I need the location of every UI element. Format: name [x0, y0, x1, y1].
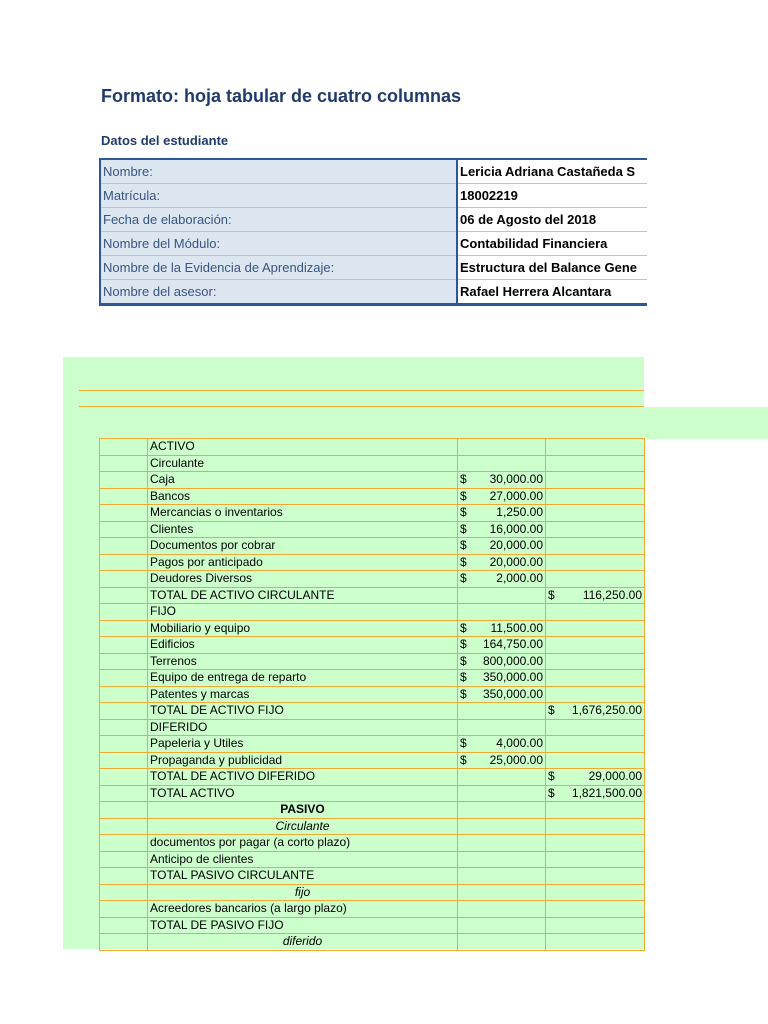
partial-amount-cell[interactable] [458, 670, 546, 687]
balance-row [100, 571, 645, 588]
blank-cell[interactable] [100, 736, 148, 753]
blank-cell[interactable] [100, 934, 148, 951]
blank-cell[interactable] [100, 769, 148, 786]
amount-value: 350,000.00 [482, 670, 543, 685]
total-amount-cell[interactable] [546, 505, 645, 522]
blank-cell[interactable] [100, 472, 148, 489]
partial-amount-cell[interactable] [458, 917, 546, 934]
page-title: Formato: hoja tabular de cuatro columnas [101, 86, 462, 106]
balance-row [100, 785, 645, 802]
partial-amount-cell[interactable] [458, 785, 546, 802]
amount-value: 27,000.00 [489, 488, 543, 503]
balance-sheet-table [99, 438, 645, 951]
blank-cell[interactable] [100, 620, 148, 637]
blank-cell[interactable] [100, 439, 148, 456]
amount-value: 1,676,250.00 [571, 703, 642, 718]
concept-cell[interactable]: Mercancias o inventarios [148, 505, 458, 522]
student-field-value[interactable]: 06 de Agosto del 2018 [457, 208, 647, 232]
balance-row [100, 472, 645, 489]
concept-cell[interactable]: Propaganda y publicidad [148, 752, 458, 769]
divider-line [79, 406, 644, 407]
total-amount-cell[interactable] [546, 604, 645, 621]
balance-row [100, 455, 645, 472]
partial-amount-cell[interactable] [458, 604, 546, 621]
currency-symbol: $ [460, 538, 467, 553]
partial-amount-cell[interactable] [458, 554, 546, 571]
blank-cell[interactable] [100, 538, 148, 555]
currency-symbol: $ [460, 752, 467, 767]
currency-symbol: $ [460, 472, 467, 487]
concept-cell[interactable]: TOTAL DE PASIVO FIJO [148, 917, 458, 934]
concept-cell[interactable]: Circulante [148, 818, 458, 835]
student-field-label: Matrícula: [100, 184, 457, 208]
partial-amount-cell[interactable] [458, 884, 546, 901]
partial-amount-cell[interactable] [458, 472, 546, 489]
balance-row [100, 488, 645, 505]
concept-cell[interactable]: Bancos [148, 488, 458, 505]
concept-cell[interactable]: Documentos por cobrar [148, 538, 458, 555]
blank-cell[interactable] [100, 455, 148, 472]
partial-amount-cell[interactable] [458, 488, 546, 505]
balance-row [100, 917, 645, 934]
balance-row [100, 851, 645, 868]
concept-cell[interactable]: Anticipo de clientes [148, 851, 458, 868]
balance-row [100, 835, 645, 852]
partial-amount-cell[interactable] [458, 686, 546, 703]
balance-background-extension [644, 407, 768, 439]
balance-row [100, 934, 645, 951]
total-amount-cell[interactable] [546, 934, 645, 951]
concept-cell[interactable]: Deudores Diversos [148, 571, 458, 588]
currency-symbol: $ [460, 620, 467, 635]
total-amount-cell[interactable] [546, 637, 645, 654]
blank-cell[interactable] [100, 868, 148, 885]
balance-row [100, 554, 645, 571]
balance-row [100, 719, 645, 736]
currency-symbol: $ [460, 653, 467, 668]
amount-value: 11,500.00 [490, 620, 543, 635]
amount-value: 25,000.00 [489, 752, 543, 767]
concept-cell[interactable]: Equipo de entrega de reparto [148, 670, 458, 687]
balance-row [100, 637, 645, 654]
blank-cell[interactable] [100, 884, 148, 901]
amount-value: 20,000.00 [489, 554, 543, 569]
student-field-label: Nombre del Módulo: [100, 232, 457, 256]
partial-amount-cell[interactable] [458, 736, 546, 753]
blank-cell[interactable] [100, 637, 148, 654]
balance-row [100, 769, 645, 786]
student-field-value[interactable]: Estructura del Balance Gene [457, 256, 647, 280]
partial-amount-cell[interactable] [458, 455, 546, 472]
balance-row [100, 620, 645, 637]
student-field-label: Nombre del asesor: [100, 280, 457, 305]
partial-amount-cell[interactable] [458, 802, 546, 819]
total-amount-cell[interactable] [546, 736, 645, 753]
blank-cell[interactable] [100, 802, 148, 819]
partial-amount-cell[interactable] [458, 637, 546, 654]
blank-cell[interactable] [100, 752, 148, 769]
balance-row [100, 703, 645, 720]
amount-value: 800,000.00 [482, 653, 543, 668]
partial-amount-cell[interactable] [458, 620, 546, 637]
balance-row [100, 802, 645, 819]
concept-cell[interactable]: DIFERIDO [148, 719, 458, 736]
concept-cell[interactable]: TOTAL DE ACTIVO CIRCULANTE [148, 587, 458, 604]
concept-cell[interactable]: TOTAL DE ACTIVO FIJO [148, 703, 458, 720]
total-amount-cell[interactable] [546, 835, 645, 852]
amount-value: 2,000.00 [496, 571, 543, 586]
amount-value: 29,000.00 [588, 769, 642, 784]
balance-row [100, 901, 645, 918]
balance-row [100, 521, 645, 538]
currency-symbol: $ [460, 554, 467, 569]
blank-cell[interactable] [100, 670, 148, 687]
total-amount-cell[interactable] [546, 917, 645, 934]
amount-value: 350,000.00 [482, 686, 543, 701]
partial-amount-cell[interactable] [458, 769, 546, 786]
concept-cell[interactable]: PASIVO [148, 802, 458, 819]
currency-symbol: $ [548, 703, 555, 718]
blank-cell[interactable] [100, 653, 148, 670]
amount-value: 116,250.00 [582, 587, 642, 602]
blank-cell[interactable] [100, 917, 148, 934]
total-amount-cell[interactable] [546, 802, 645, 819]
total-amount-cell[interactable] [546, 472, 645, 489]
currency-symbol: $ [460, 521, 467, 536]
blank-cell[interactable] [100, 571, 148, 588]
partial-amount-cell[interactable] [458, 703, 546, 720]
total-amount-cell[interactable] [546, 521, 645, 538]
blank-cell[interactable] [100, 554, 148, 571]
amount-value: 1,250.00 [496, 505, 543, 520]
balance-row [100, 752, 645, 769]
partial-amount-cell[interactable] [458, 538, 546, 555]
total-amount-cell[interactable] [546, 571, 645, 588]
total-amount-cell[interactable] [546, 769, 645, 786]
partial-amount-cell[interactable] [458, 851, 546, 868]
partial-amount-cell[interactable] [458, 653, 546, 670]
total-amount-cell[interactable] [546, 818, 645, 835]
amount-value: 164,750.00 [482, 637, 543, 652]
currency-symbol: $ [460, 505, 467, 520]
divider-line [79, 390, 644, 391]
partial-amount-cell[interactable] [458, 752, 546, 769]
student-row [100, 232, 647, 256]
total-amount-cell[interactable] [546, 620, 645, 637]
total-amount-cell[interactable] [546, 703, 645, 720]
blank-cell[interactable] [100, 604, 148, 621]
student-field-label: Nombre: [100, 159, 457, 184]
concept-cell[interactable]: Terrenos [148, 653, 458, 670]
total-amount-cell[interactable] [546, 719, 645, 736]
partial-amount-cell[interactable] [458, 868, 546, 885]
concept-cell[interactable]: diferido [148, 934, 458, 951]
partial-amount-cell[interactable] [458, 818, 546, 835]
balance-row [100, 868, 645, 885]
student-field-value[interactable]: 18002219 [457, 184, 647, 208]
balance-row [100, 587, 645, 604]
balance-row [100, 604, 645, 621]
balance-row [100, 505, 645, 522]
concept-cell[interactable]: Clientes [148, 521, 458, 538]
student-row [100, 208, 647, 232]
student-field-label: Fecha de elaboración: [100, 208, 457, 232]
blank-cell[interactable] [100, 488, 148, 505]
currency-symbol: $ [460, 637, 467, 652]
total-amount-cell[interactable] [546, 439, 645, 456]
currency-symbol: $ [460, 686, 467, 701]
partial-amount-cell[interactable] [458, 521, 546, 538]
concept-cell[interactable]: TOTAL ACTIVO [148, 785, 458, 802]
total-amount-cell[interactable] [546, 488, 645, 505]
total-amount-cell[interactable] [546, 851, 645, 868]
partial-amount-cell[interactable] [458, 934, 546, 951]
student-field-value[interactable]: Contabilidad Financiera [457, 232, 647, 256]
currency-symbol: $ [548, 785, 555, 800]
blank-cell[interactable] [100, 521, 148, 538]
blank-cell[interactable] [100, 785, 148, 802]
concept-cell[interactable]: Edificios [148, 637, 458, 654]
total-amount-cell[interactable] [546, 868, 645, 885]
concept-cell[interactable]: TOTAL PASIVO CIRCULANTE [148, 868, 458, 885]
concept-cell[interactable]: Caja [148, 472, 458, 489]
partial-amount-cell[interactable] [458, 587, 546, 604]
concept-cell[interactable]: Patentes y marcas [148, 686, 458, 703]
currency-symbol: $ [460, 736, 467, 751]
blank-cell[interactable] [100, 851, 148, 868]
balance-row [100, 884, 645, 901]
total-amount-cell[interactable] [546, 686, 645, 703]
concept-cell[interactable]: Acreedores bancarios (a largo plazo) [148, 901, 458, 918]
concept-cell[interactable]: ACTIVO [148, 439, 458, 456]
partial-amount-cell[interactable] [458, 719, 546, 736]
balance-row [100, 818, 645, 835]
student-row [100, 280, 647, 305]
total-amount-cell[interactable] [546, 884, 645, 901]
student-row [100, 184, 647, 208]
partial-amount-cell[interactable] [458, 571, 546, 588]
amount-value: 4,000.00 [496, 736, 543, 751]
amount-value: 30,000.00 [489, 472, 543, 487]
balance-row [100, 439, 645, 456]
blank-cell[interactable] [100, 686, 148, 703]
balance-row [100, 736, 645, 753]
concept-cell[interactable]: TOTAL DE ACTIVO DIFERIDO [148, 769, 458, 786]
currency-symbol: $ [460, 488, 467, 503]
amount-value: 1,821,500.00 [571, 785, 642, 800]
student-field-value[interactable]: Lericia Adriana Castañeda S [457, 159, 647, 184]
concept-cell[interactable]: Circulante [148, 455, 458, 472]
amount-value: 20,000.00 [489, 538, 543, 553]
partial-amount-cell[interactable] [458, 505, 546, 522]
student-row [100, 159, 647, 184]
blank-cell[interactable] [100, 703, 148, 720]
concept-cell[interactable]: Papeleria y Utiles [148, 736, 458, 753]
blank-cell[interactable] [100, 901, 148, 918]
partial-amount-cell[interactable] [458, 439, 546, 456]
total-amount-cell[interactable] [546, 752, 645, 769]
total-amount-cell[interactable] [546, 901, 645, 918]
balance-row [100, 686, 645, 703]
total-amount-cell[interactable] [546, 653, 645, 670]
blank-cell[interactable] [100, 719, 148, 736]
concept-cell[interactable]: FIJO [148, 604, 458, 621]
blank-cell[interactable] [100, 835, 148, 852]
currency-symbol: $ [460, 670, 467, 685]
blank-cell[interactable] [100, 505, 148, 522]
student-row [100, 256, 647, 280]
total-amount-cell[interactable] [546, 670, 645, 687]
concept-cell[interactable]: documentos por pagar (a corto plazo) [148, 835, 458, 852]
concept-cell[interactable]: fijo [148, 884, 458, 901]
total-amount-cell[interactable] [546, 538, 645, 555]
total-amount-cell[interactable] [546, 785, 645, 802]
total-amount-cell[interactable] [546, 587, 645, 604]
currency-symbol: $ [460, 571, 467, 586]
concept-cell[interactable]: Mobiliario y equipo [148, 620, 458, 637]
balance-row [100, 538, 645, 555]
currency-symbol: $ [548, 587, 555, 602]
concept-cell[interactable]: Pagos por anticipado [148, 554, 458, 571]
currency-symbol: $ [548, 769, 555, 784]
student-field-label: Nombre de la Evidencia de Aprendizaje: [100, 256, 457, 280]
section-subtitle: Datos del estudiante [101, 133, 229, 148]
total-amount-cell[interactable] [546, 455, 645, 472]
student-field-value[interactable]: Rafael Herrera Alcantara [457, 280, 647, 305]
balance-row [100, 670, 645, 687]
amount-value: 16,000.00 [489, 521, 543, 536]
partial-amount-cell[interactable] [458, 835, 546, 852]
total-amount-cell[interactable] [546, 554, 645, 571]
blank-cell[interactable] [100, 587, 148, 604]
balance-row [100, 653, 645, 670]
blank-cell[interactable] [100, 818, 148, 835]
student-data-table [99, 158, 647, 306]
partial-amount-cell[interactable] [458, 901, 546, 918]
